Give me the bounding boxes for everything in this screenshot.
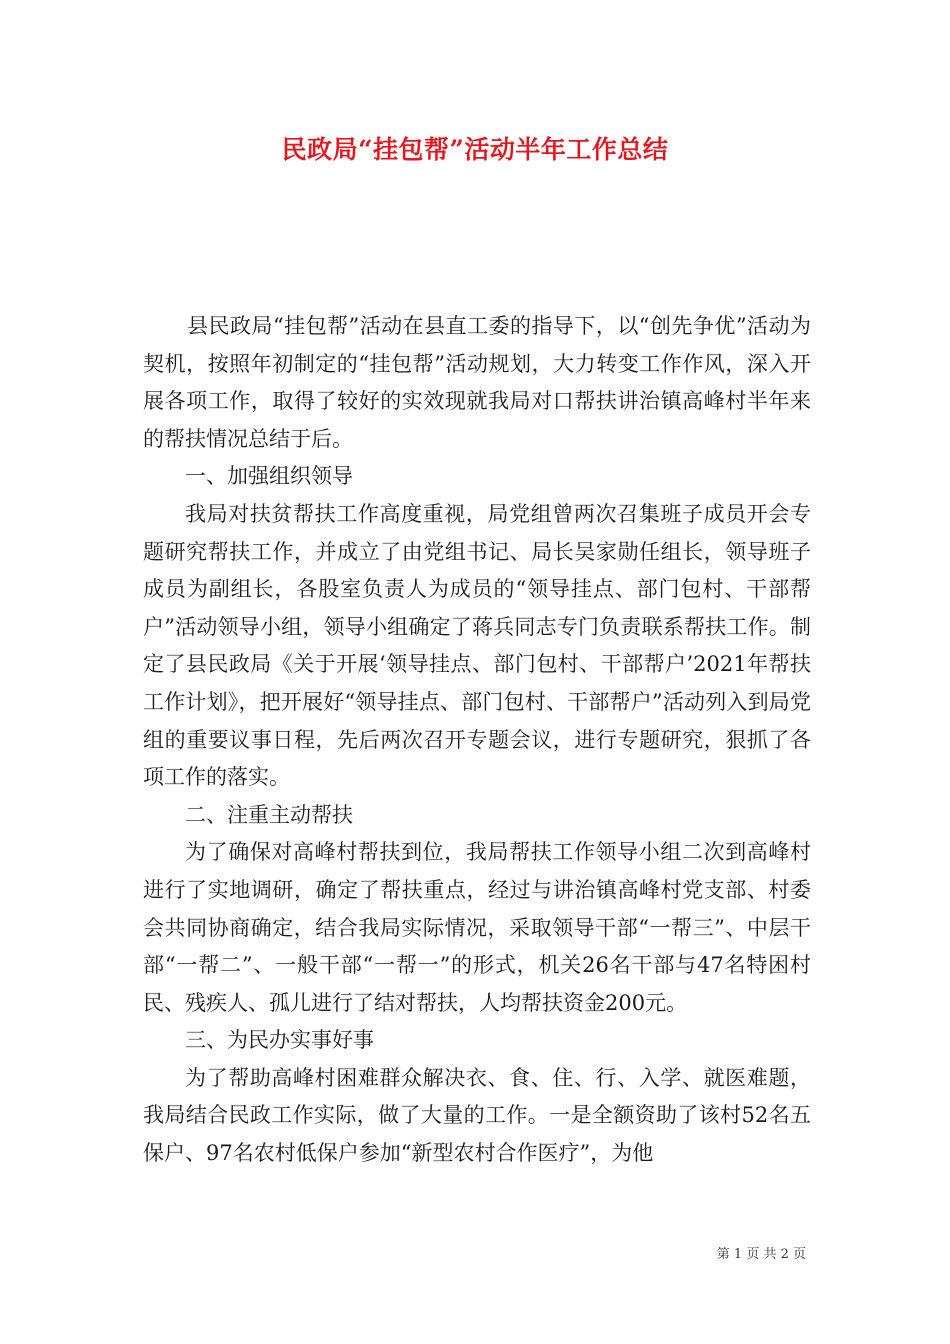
- section-heading-1: 一、加强组织领导: [185, 464, 353, 489]
- body-paragraph: 为了确保对高峰村帮扶到位，我局帮扶工作领导小组二次到高峰村进行了实地调研，确定了帮扶重点，经过与讲治镇高峰村党支部、村委会共同协商确定，结合我局实际情况，采取领导干部“一帮三”、中层干部“一帮二”、一般干部“一帮一”的形式，机关26名干部与47名特困村民、残疾人、孤儿进行了结对帮扶，人均帮扶资金200元。: [143, 840, 811, 1015]
- intro-paragraph: 县民政局“挂包帮”活动在县直工委的指导下，以“创先争优”活动为契机，按照年初制定的“挂包帮”活动规划，大力转变工作作风，深入开展各项工作，取得了较好的实效现就我局对口帮扶讲治镇高峰村半年来的帮扶情况总结于后。: [143, 314, 811, 451]
- page-number: 第 1 页 共 2 页: [716, 1247, 806, 1262]
- section-heading-2: 二、注重主动帮扶: [185, 802, 353, 827]
- section-heading-3: 三、为民办实事好事: [185, 1028, 374, 1053]
- page-title: 民政局“挂包帮”活动半年工作总结: [281, 135, 669, 164]
- document-body: [143, 308, 811, 1173]
- body-paragraph: 为了帮助高峰村困难群众解决衣、食、住、行、入学、就医难题，我局结合民政工作实际，做了大量的工作。一是全额资助了该村52名五保户、97名农村低保户参加“新型农村合作医疗”，为他: [143, 1065, 811, 1166]
- body-paragraph: 我局对扶贫帮扶工作高度重视，局党组曾两次召集班子成员开会专题研究帮扶工作，并成立了由党组书记、局长吴家勋任组长，领导班子成员为副组长，各股室负责人为成员的“领导挂点、部门包村、干部帮户”活动领导小组，领导小组确定了蒋兵同志专门负责联系帮扶工作。制定了县民政局《关于开展‘领导挂点、部门包村、干部帮户’2021年帮扶工作计划》，把开展好“领导挂点、部门包村、干部帮户”活动列入到局党组的重要议事日程，先后两次召开专题会议，进行专题研究，狠抓了各项工作的落实。: [143, 501, 811, 790]
